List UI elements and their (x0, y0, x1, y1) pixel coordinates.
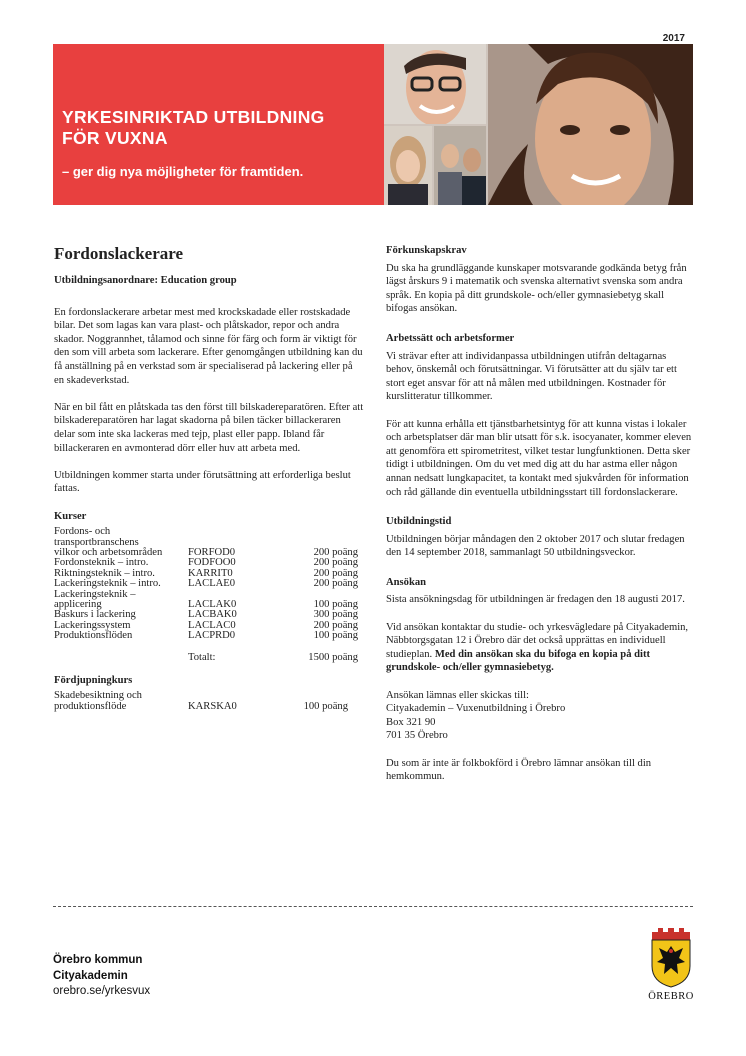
course-name: Fordons- och (54, 526, 111, 538)
banner-title (62, 107, 325, 149)
course-row (54, 527, 358, 537)
intro-paragraph-2: När en bil fått en plåtskada tas den först till bilskadereparatören. Efter att bilskadereparatören har lagat skadorna på bilen täcker billackeraren delar som inte ska lackeras med tejp, plast eller papp. Ibland får billackeraren en avmonterad dörr eller huv att arbeta med. (54, 401, 364, 454)
course-points: 200 poäng (313, 546, 358, 558)
deep-course-points: 100 poäng (303, 700, 348, 712)
courses-heading: Kurser (54, 510, 87, 522)
header-banner (53, 44, 693, 205)
requirements-text: Du ska ha grundläggande kunskaper motsvarande godkända betyg från lägst årskurs 9 i matematik och svenska alternativt svenska som andra språk. En kopia på ditt grundskole- och/eller gymnasiebetyg skall bifogas ansökan. (386, 262, 687, 315)
banner-title-line2: FÖR VUXNA (62, 128, 168, 148)
banner-text-panel (53, 44, 384, 205)
organizer: Utbildningsanordnare: Education group (54, 275, 237, 286)
course-points: 200 poäng (313, 557, 358, 569)
city-crest-icon (648, 926, 694, 993)
apply-address-intro: Ansökan lämnas eller skickas till: (386, 689, 529, 701)
deep-course-name: Skadebesiktning och (54, 690, 142, 702)
left-column (54, 244, 364, 712)
total-points: 1500 poäng (308, 652, 358, 664)
course-code: FODFOO0 (188, 557, 236, 569)
footer-org: Örebro kommun (53, 954, 143, 966)
courses-table (54, 527, 358, 663)
deep-course-table (54, 691, 348, 712)
course-code: FORFOD0 (188, 546, 236, 558)
course-name: Riktningsteknik – intro. (54, 567, 155, 579)
footer (53, 953, 150, 1000)
apply-address-line2: Box 321 90 (386, 716, 436, 728)
apply-paragraph-2-bold: Med din ansökan ska du bifoga en kopia på ditt grundskole- och/eller gymnasiebetyg. (386, 648, 651, 674)
course-row (54, 579, 358, 589)
apply-address-line3: 701 35 Örebro (386, 730, 448, 742)
right-column (386, 244, 696, 784)
course-code: KARRIT0 (188, 567, 233, 579)
deep-course-code: KARSKA0 (188, 700, 237, 712)
course-name: Lackeringsteknik – (54, 588, 136, 600)
course-name: Fordonsteknik – intro. (54, 557, 149, 569)
course-name: Lackeringsteknik – intro. (54, 578, 161, 590)
work-paragraph-1: Vi strävar efter att individanpassa utbildningen utifrån deltagarnas behov, önskemål och förutsättningar. Vi förutsätter att du själv tar ett stort eget ansvar för att nå målen med utbildningen. Kostnader för kurslitteratur tillkommer. (386, 350, 677, 403)
intro-paragraph-3: Utbildningen kommer starta under förutsättning att erforderliga beslut fattas. (54, 469, 351, 495)
course-name: vilkor och arbetsområden (54, 546, 163, 558)
course-code: LACBAK0 (188, 609, 237, 621)
course-code: LACPRD0 (188, 630, 236, 642)
apply-heading: Ansökan (386, 576, 427, 588)
course-points: 200 poäng (313, 619, 358, 631)
course-row (54, 631, 358, 641)
year-label: 2017 (662, 33, 685, 44)
deep-course-heading: Fördjupningkurs (54, 674, 133, 686)
apply-paragraph-1: Sista ansökningsdag för utbildningen är fredagen den 18 augusti 2017. (386, 594, 685, 606)
apply-paragraph-2 (386, 621, 696, 675)
course-code: LACLAK0 (188, 598, 237, 610)
total-label: Totalt: (188, 652, 216, 664)
work-heading: Arbetssätt och arbetsformer (386, 332, 515, 344)
course-points: 100 poäng (313, 598, 358, 610)
course-points: 200 poäng (313, 567, 358, 579)
banner-subtitle: – ger dig nya möjligheter för framtiden. (62, 164, 304, 179)
intro-paragraph-1: En fordonslackerare arbetar mest med krockskadade eller rostskadade bilar. Det som lagas kan vara plast- och plåtskador, repor och andra skador. Noggrannhet, tålamod och sinne för färg och form är viktigt för den som vill arbeta som lackerare. Efter genomgången utbildning kan du få anställning på en verkstad som är specialiserad på lackering eller på en skadeverkstad. (54, 306, 363, 386)
page-title: Fordonslackerare (54, 244, 184, 263)
requirements-heading: Förkunskapskrav (386, 245, 467, 256)
course-points: 200 poäng (313, 578, 358, 590)
footer-dept: Cityakademin (53, 969, 128, 982)
work-paragraph-2: För att kunna erhålla ett tjänstbarhetsintyg för att kunna vistas i lokaler och arbetsplatser där man blir utsatt för s.k. isocyanater, kommer eleven att genomföra ett spirometritest, vilket testar lungfunktionen. Detta sker tidigt i utbildningen. Om du vet med dig att du har astma eller någon annan nedsatt lungkapacitet, ta kontakt med sjukvården för information och råd gällande din eventuella utbildningsstart till fordonslackerare. (386, 418, 692, 498)
deep-course-name: produktionsflöde (54, 700, 127, 712)
course-points: 100 poäng (313, 630, 358, 642)
apply-address-line1: Cityakademin – Vuxenutbildning i Örebro (386, 703, 566, 715)
time-heading: Utbildningstid (386, 516, 452, 528)
course-code: LACLAC0 (188, 619, 236, 631)
course-name: Produktionsflöden (54, 630, 133, 642)
apply-paragraph-4: Du som är inte är folkbokförd i Örebro lämnar ansökan till din hemkommun. (386, 757, 652, 783)
footer-url: orebro.se/yrkesvux (53, 985, 151, 997)
time-text: Utbildningen börjar måndagen den 2 oktober 2017 och slutar fredagen den 14 september 2018, sammanlagt 50 utbildningsveckor. (386, 533, 685, 559)
banner-title-line1: YRKESINRIKTAD UTBILDNING (62, 107, 325, 127)
photo-woman-blonde (384, 126, 432, 205)
course-code: LACLAE0 (188, 578, 236, 590)
crest-label: ÖREBRO (648, 991, 694, 1002)
photo-group (434, 126, 486, 205)
deep-course-row (54, 702, 348, 712)
photo-man-glasses (384, 44, 486, 124)
course-name: applicering (54, 598, 102, 610)
apply-address-block (386, 689, 696, 743)
course-name: transportbranschens (54, 536, 139, 548)
deep-course-row (54, 691, 348, 701)
photo-woman-curly (488, 44, 693, 205)
footer-divider (53, 906, 693, 907)
banner-photos (384, 44, 693, 205)
course-name: Baskurs i lackering (54, 609, 136, 621)
apply-paragraph-2-text: Vid ansökan kontaktar du studie- och yrkesvägledare på Cityakademin, Näbbtorgsgatan 12 i Örebro där det också upprättas en individuell studieplan. (386, 621, 689, 660)
course-name: Lackeringssystem (54, 619, 131, 631)
course-points: 300 poäng (313, 609, 358, 621)
